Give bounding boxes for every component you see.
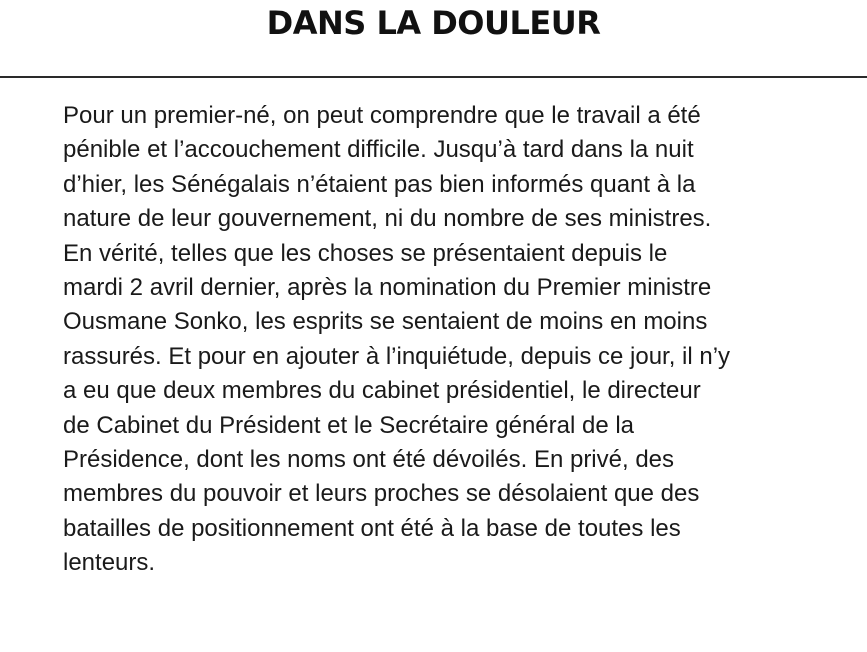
body-line: a eu que deux membres du cabinet présidentiel, le directeur <box>63 377 701 405</box>
body-line: rassurés. Et pour en ajouter à l’inquiétude, depuis ce jour, il n’y <box>63 342 731 370</box>
body-line: nature de leur gouvernement, ni du nombre de ses ministres. <box>63 205 712 233</box>
body-line: mardi 2 avril dernier, après la nomination du Premier ministre <box>63 274 712 302</box>
body-line: d’hier, les Sénégalais n’étaient pas bien informés quant à la <box>63 170 696 198</box>
body-line: Ousmane Sonko, les esprits se sentaient de moins en moins <box>63 308 708 336</box>
body-line: En vérité, telles que les choses se présentaient depuis le <box>63 239 668 267</box>
article-body <box>63 99 823 581</box>
article-heading: DANS LA DOULEUR <box>266 4 601 42</box>
body-line: de Cabinet du Président et le Secrétaire général de la <box>63 411 635 439</box>
body-line: lenteurs. <box>63 549 156 577</box>
body-line: membres du pouvoir et leurs proches se désolaient que des <box>63 480 700 508</box>
body-line: pénible et l’accouchement difficile. Jusqu’à tard dans la nuit <box>63 136 694 164</box>
heading-divider <box>0 76 867 78</box>
body-line: Présidence, dont les noms ont été dévoilés. En privé, des <box>63 446 675 474</box>
body-line: batailles de positionnement ont été à la base de toutes les <box>63 514 681 542</box>
body-line: Pour un premier-né, on peut comprendre que le travail a été <box>63 102 701 129</box>
